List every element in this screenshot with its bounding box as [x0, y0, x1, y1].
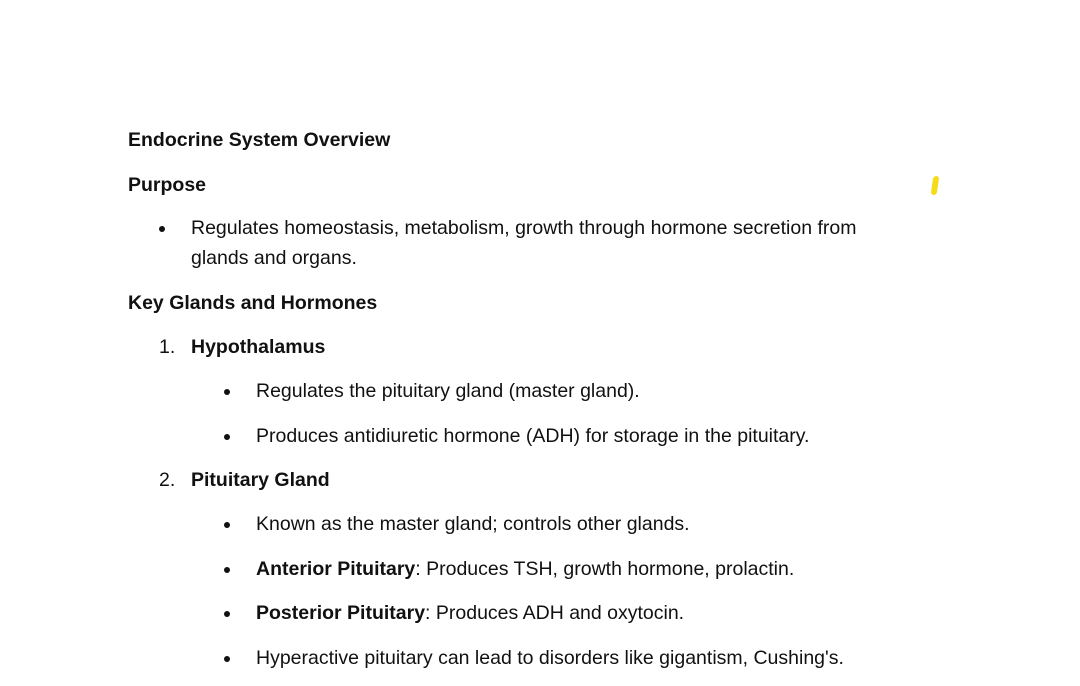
gland-name: Pituitary Gland	[191, 469, 330, 491]
point-text-group	[256, 598, 684, 628]
list-number: 1.	[159, 336, 176, 358]
point-text-group	[256, 554, 794, 584]
bullet-dot-icon	[224, 656, 230, 662]
point-bold-term: Posterior Pituitary	[256, 602, 426, 624]
list-number: 2.	[159, 469, 176, 491]
point-text: : Produces ADH and oxytocin.	[425, 602, 685, 624]
bullet-dot-icon	[224, 434, 230, 440]
bullet-dot-icon	[224, 567, 230, 573]
list-item	[224, 376, 904, 406]
bullet-dot-icon	[224, 611, 230, 617]
text-cursor-marker	[931, 176, 940, 195]
purpose-bullet	[159, 213, 939, 273]
list-item	[224, 554, 904, 584]
point-text: : Produces TSH, growth hormone, prolactin.	[415, 558, 795, 580]
point-text: Regulates the pituitary gland (master gland).	[256, 380, 640, 402]
key-glands-heading: Key Glands and Hormones	[128, 292, 378, 314]
list-item	[224, 421, 904, 451]
list-item	[224, 509, 904, 539]
purpose-text: Regulates homeostasis, metabolism, growth through hormone secretion from glands and organs.	[191, 217, 857, 269]
gland-name: Hypothalamus	[191, 336, 326, 358]
point-text: Hyperactive pituitary can lead to disorders like gigantism, Cushing's.	[256, 647, 844, 669]
document-title: Endocrine System Overview	[128, 129, 391, 151]
list-item	[224, 598, 904, 628]
point-text: Produces antidiuretic hormone (ADH) for storage in the pituitary.	[256, 425, 810, 447]
list-item	[224, 643, 904, 673]
gland-item-pituitary	[159, 465, 330, 495]
point-text: Known as the master gland; controls other glands.	[256, 513, 690, 535]
bullet-dot-icon	[224, 389, 230, 395]
point-bold-term: Anterior Pituitary	[256, 558, 416, 580]
bullet-dot-icon	[159, 226, 165, 232]
bullet-dot-icon	[224, 522, 230, 528]
gland-item-hypothalamus	[159, 332, 325, 362]
purpose-heading: Purpose	[128, 174, 207, 196]
